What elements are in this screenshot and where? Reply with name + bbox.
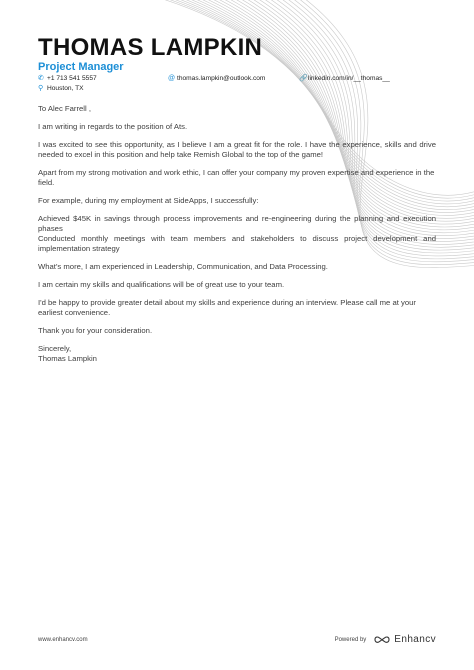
linkedin-text: linkedin.com/in/__thomas__ [308,75,390,82]
powered-by-label: Powered by [334,636,367,643]
phone-contact[interactable] [38,74,97,83]
paragraph-motivation: I was excited to see this opportunity, as I believe I am a great fit for the role. I have the experience, skills and drive needed to excel in this position and help take Remish Global to the top of the game! [38,140,436,159]
paragraph-expertise: Apart from my strong motivation and work ethic, I can offer your company my proven expertise and experience in the field. [38,168,435,187]
at-icon: @ [168,75,176,82]
job-title: Project Manager [38,61,124,73]
paragraph-skills: What's more, I am experienced in Leadership, Communication, and Data Processing. [38,262,328,271]
linkedin-contact[interactable] [299,74,390,83]
location-pin-icon: ⚲ [38,85,44,92]
paragraph-thanks: Thank you for your consideration. [38,326,153,335]
letter-body [38,104,436,364]
email-contact[interactable] [168,74,265,83]
signature: Thomas Lampkin [38,354,97,363]
achievements-list [38,214,436,254]
phone-icon: ✆ [38,75,44,82]
enhancv-brand-text: Enhancv [394,634,436,645]
location-text: Houston, TX [47,85,84,92]
footer-website-link[interactable]: www.enhancv.com [38,637,88,643]
location-contact [38,84,84,93]
closing: Sincerely, [38,344,72,353]
link-icon: 🔗 [299,75,308,82]
achievement-item: Conducted monthly meetings with team members and stakeholders to discuss project development and implementation strategy [38,234,436,253]
achievement-item: Achieved $45K in savings through process improvements and re-engineering during the planning and execution phases [38,214,436,233]
enhancv-logo-icon [374,635,390,644]
paragraph-interview: I'd be happy to provide greater detail about my skills and experience during an interview. Please call me at your earliest convenience. [38,298,416,317]
footer-branding[interactable] [335,634,436,645]
paragraph-certainty: I am certain my skills and qualifications will be of great use to your team. [38,280,285,289]
email-text: thomas.lampkin@outlook.com [177,75,266,82]
paragraph-example: For example, during my employment at SideApps, I successfully: [38,196,259,205]
phone-text: +1 713 541 5557 [47,75,97,82]
paragraph-intro: I am writing in regards to the position of Ats. [38,122,188,131]
candidate-name: THOMAS LAMPKIN [38,34,263,61]
salutation: To Alec Farrell , [38,104,91,113]
